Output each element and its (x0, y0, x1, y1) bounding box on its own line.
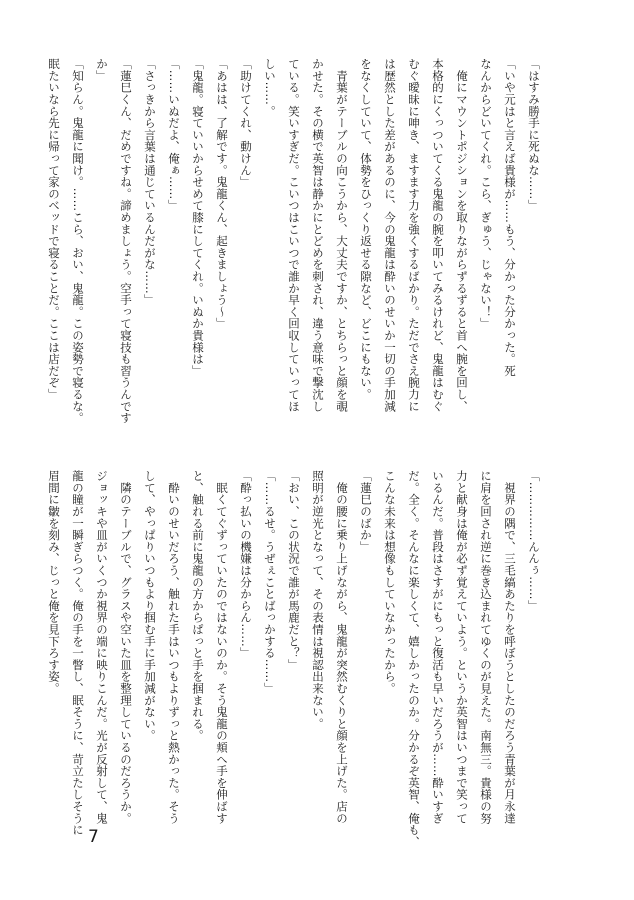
text-line: 龍の瞳が一瞬ぎらつく。俺の手を一瞥し、眠そうに、苛立たしそうに (71, 470, 85, 836)
upper-text-block (42, 58, 546, 430)
text-line: 「知らん。鬼龍に聞け。……こら、おい、鬼龍。この姿勢で寝るな。 (71, 58, 85, 424)
text-line: に肩を回され逆に巻き込まれてゆくのが見えた。南無三。貴様の努 (479, 470, 493, 824)
text-line: 眠くてぐずっていたのではないのか。そう鬼龍の頬へ手を伸ばす (215, 470, 229, 824)
text-line: 酔いのせいだろう、触れた手はいつもよりずっと熱かった。そう (167, 470, 181, 824)
text-line: 隣のテーブルで、グラスや空いた皿を整理しているのだろうか。 (119, 470, 133, 824)
lower-text-block (42, 470, 546, 848)
text-line: 「酔っ払いの機嫌は分からん……」 (239, 470, 253, 659)
text-line: いるんだ。普段はさすがにもっと復活も早いだろうが……酔いすぎ (431, 470, 445, 824)
text-line: して、やっぱりいつもより掴む手に手加減がない。 (143, 470, 157, 742)
text-line: だ。全く。そんなに楽しくて、嬉しかったのか。分かるぞ英智、俺も、 (407, 470, 421, 848)
text-line: 「蓮巳のばか」 (359, 470, 373, 553)
text-line: 「助けてくれ、動けん」 (239, 58, 253, 188)
text-line: は歴然とした差があるのに、今の鬼龍は酔いのせいか一切の手加減 (383, 58, 397, 412)
text-line: 俺にマウントポジションを取りながらずるずると首へ腕を回し、 (455, 58, 469, 412)
text-line: 力と献身は俺が必ず覚えていよう。というか英智はいつまで笑って (455, 470, 469, 824)
text-line: 「鬼龍。寝ていいからせめて膝にしてくれ。いぬか貴様は」 (191, 58, 205, 377)
text-line: しい……。 (263, 58, 277, 117)
text-line: 俺の腰に乗り上げながら、鬼龍が突然むくりと顔を上げた。店の (335, 470, 349, 824)
text-line: むぐ曖昧に呻き、ますます力を強くするばかり。ただでさえ腕力に (407, 58, 421, 412)
text-line: をなくしていて、体勢をひっくり返せる隙など、どこにもない。 (359, 58, 373, 401)
text-line: 眠たいなら先に帰って家のベッドで寝ることだ。ここは店だぞ」 (47, 58, 61, 401)
text-line: 「……るせ。うぜぇことばっかする……」 (263, 470, 277, 695)
text-line: 「……………んんぅ……」 (527, 470, 541, 612)
text-line: なんからどいてくれ。こら、ぎゅう、じゃない！」 (479, 58, 493, 330)
text-line: かせた。その横で英智は静かにとどめを刺され、違う意味で撃沈し (311, 58, 325, 412)
text-line: 本格的にくっついてくる鬼龍の腕を叩いてみるけれど、鬼龍はむぐ (431, 58, 445, 412)
text-line: 「……いぬだよ、俺ぁ……」 (167, 58, 181, 212)
text-line: か」 (95, 58, 109, 82)
text-line: 視界の隅で、三毛縞あたりを呼ぼうとしたのだろう青葉が月永達 (503, 470, 517, 824)
text-line: 照明が逆光となって、その表情は視認出来ない。 (311, 470, 325, 730)
text-line: こんな未来は想像もしていなかったから。 (383, 470, 397, 695)
text-line: 「あはは、了解です。鬼龍くん、起きましょう〜」 (215, 58, 229, 330)
text-line: 青葉がテーブルの向こうから、大丈夫ですか、とちらっと顔を覗 (335, 58, 349, 412)
text-line: 眉間に皺を刻み、じっと俺を見下ろす姿。 (47, 470, 61, 695)
text-line: 「いや元はと言えば貴様が……もう、分かった分かった。死 (503, 58, 517, 377)
text-line: 「おい、この状況で誰が馬鹿だと？」 (287, 470, 301, 671)
page-number: 7 (88, 827, 99, 847)
text-line: 「はすみ勝手に死ぬな……」 (527, 58, 541, 212)
text-line: ている。笑いすぎだ。こいつはこいつで誰か早く回収していってほ (287, 58, 301, 412)
text-line: 「蓮巳くん、だめですね。諦めましょう。空手って寝技も習うんです (119, 58, 133, 424)
text-line: 「さっきから言葉は通じているんだがな……」 (143, 58, 157, 306)
text-line: ジョッキや皿がいくつか視界の端に映りこんだ。光が反射して、鬼 (95, 470, 109, 824)
text-line: と、触れる前に鬼龍の方からぱっと手を掴まれる。 (191, 470, 205, 742)
